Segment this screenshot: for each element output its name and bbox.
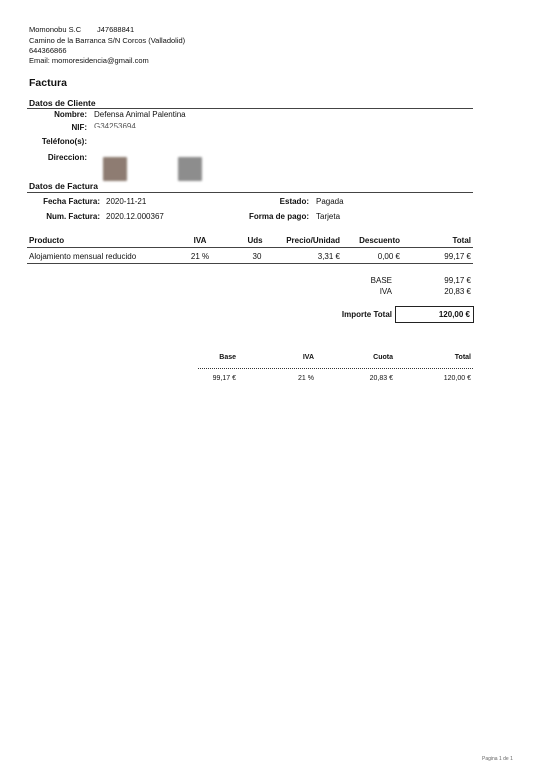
tax-header-total: Total xyxy=(454,354,471,361)
company-name: Momonobu S.C xyxy=(29,25,82,34)
client-name-value: Defensa Animal Palentina xyxy=(94,110,186,119)
invoice-payment-value: Tarjeta xyxy=(316,212,341,221)
items-header-iva: IVA xyxy=(193,236,207,245)
items-header-product: Producto xyxy=(29,236,65,245)
invoice-number-label: Num. Factura: xyxy=(46,212,100,221)
company-tax-id: J47688841 xyxy=(97,25,135,34)
summary-iva-value: 20,83 € xyxy=(444,287,471,296)
client-phone-label: Teléfono(s): xyxy=(41,137,87,146)
item-unit-price: 3,31 € xyxy=(317,252,340,261)
invoice-date-value: 2020-11-21 xyxy=(106,197,147,206)
tax-row-cuota: 20,83 € xyxy=(369,375,393,382)
item-product: Alojamiento mensual reducido xyxy=(29,252,137,261)
summary-iva-label: IVA xyxy=(379,287,392,296)
client-nif-label: NIF: xyxy=(71,123,87,132)
item-iva: 21 % xyxy=(190,252,210,261)
tax-header-cuota: Cuota xyxy=(373,354,393,361)
items-row-divider xyxy=(27,263,473,264)
invoice-status-label: Estado: xyxy=(279,197,309,206)
invoice-date-label: Fecha Factura: xyxy=(43,197,100,206)
items-header-discount: Descuento xyxy=(359,236,400,245)
tax-row-iva: 21 % xyxy=(298,375,314,382)
document-title: Factura xyxy=(29,77,67,89)
tax-header-iva: IVA xyxy=(302,354,314,361)
client-section-divider xyxy=(27,108,473,109)
invoice-number-value: 2020.12.000367 xyxy=(106,212,164,221)
invoice-section-divider xyxy=(27,192,473,193)
company-email: Email: momoresidencia@gmail.com xyxy=(29,56,149,65)
company-phone: 644366866 xyxy=(29,46,67,55)
invoice-status-value: Pagada xyxy=(316,197,344,206)
item-discount: 0,00 € xyxy=(377,252,400,261)
client-section-heading: Datos de Cliente xyxy=(29,98,96,108)
items-header-unit-price: Precio/Unidad xyxy=(286,236,340,245)
item-units: 30 xyxy=(252,252,262,261)
items-header-total: Total xyxy=(452,236,471,245)
tax-header-base: Base xyxy=(219,354,236,361)
total-value: 120,00 € xyxy=(438,310,470,319)
items-header-divider xyxy=(27,247,473,248)
total-label: Importe Total xyxy=(341,310,392,319)
redacted-block xyxy=(103,157,127,181)
tax-table-divider xyxy=(198,368,473,369)
summary-base-label: BASE xyxy=(370,276,392,285)
item-total: 99,17 € xyxy=(444,252,471,261)
tax-row-base: 99,17 € xyxy=(212,375,236,382)
client-address-label: Direccion: xyxy=(47,153,87,162)
invoice-payment-label: Forma de pago: xyxy=(248,212,309,221)
summary-base-value: 99,17 € xyxy=(444,276,471,285)
invoice-section-heading: Datos de Factura xyxy=(29,181,98,191)
tax-row-total: 120,00 € xyxy=(443,375,471,382)
page-number: Pagina 1 de 1 xyxy=(482,756,513,762)
client-name-label: Nombre: xyxy=(54,110,87,119)
company-address: Camino de la Barranca S/N Corcos (Valladolid) xyxy=(29,36,186,45)
items-header-units: Uds xyxy=(247,236,263,245)
client-nif-value: G34253694 xyxy=(94,122,136,128)
redacted-block xyxy=(178,157,202,181)
